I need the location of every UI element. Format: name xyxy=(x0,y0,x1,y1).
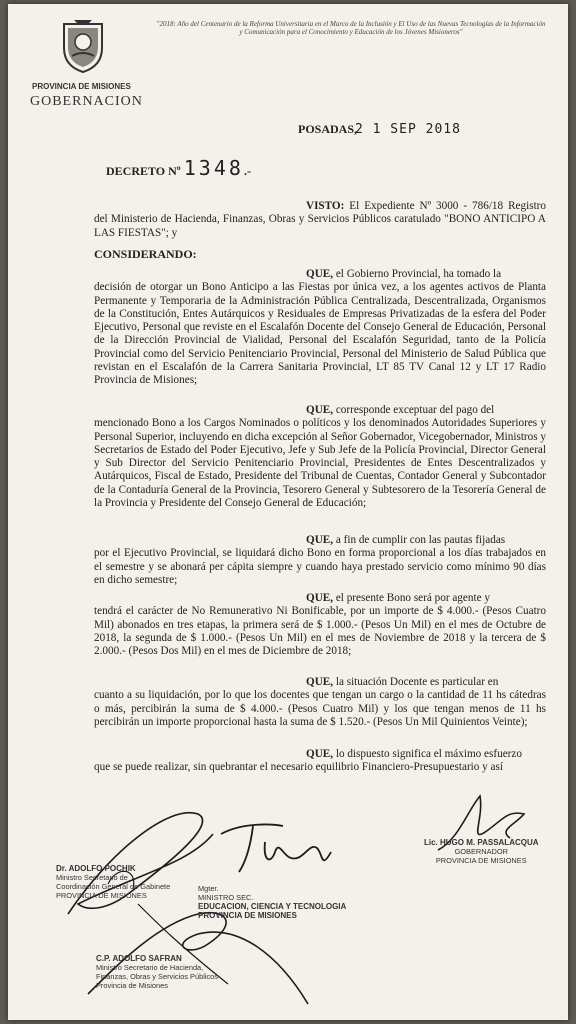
que-paragraph-5: QUE, la situación Docente es particular en cuanto a su liquidación, por lo que los docentes que tengan un cargo o la cantidad de 11 hs cátedras o más, percibirán la suma de $ 4.000.- (Pesos Cuatro Mil) y los que tengan menos de 11 hs percibirán un importe proporcional hasta la suma de $ 1.520.- (Pesos Un Mil Quinientos Veinte); xyxy=(94,676,546,728)
decree-suffix: .- xyxy=(243,164,251,178)
date-stamp: 2 1 SEP 2018 xyxy=(355,122,461,137)
que-paragraph-2: QUE, corresponde exceptuar del pago del mencionado Bono a los Cargos Nominados o políticos y los denominados Autoridades Superiores y Personal Superior, incluyendo en dicha excepción al Señor Gobernador, Vicegobernador, Ministros y Secretarios de Estado del Poder Ejecutivo, Jefe y Sub Jefe de la Policía Provincial, Director General y Sub Director del Servicio Penitenciario Provincial, Presidentes de Entes Descentralizados y Autárquicos, Fiscal de Estado, Presidente del Tribunal de Cuentas, Contador General y Subcontador de la Contaduría General de la Provincia, Tesorero General y Subtesorero de la Tesorería General de la Provincia y Presidente del Consejo General de Educación; xyxy=(94,404,546,510)
year-motto: "2018: Año del Centenario de la Reforma Universitaria en el Marco de la Inclusión y El Uso de las Nuevas Tecnologías de la Información y Comunicación para el Conocimiento y Educación de los Jóvenes Misioneros" xyxy=(156,20,546,36)
paragraph-text: que se puede realizar, sin quebrantar el necesario equilibrio Financiero-Presupuestario y así xyxy=(94,761,503,774)
paragraph-text: por el Ejecutivo Provincial, se liquidará dicho Bono en forma proporcional a los días trabajados en el semestre y se abonará per cápita siempre y cuando haya prestado servicio como mínimo 90 días en dicho semestre; xyxy=(94,547,546,586)
decree-number xyxy=(106,156,251,180)
que-paragraph-1: QUE, el Gobierno Provincial, ha tomado la decisión de otorgar un Bono Anticipo a las Fiestas por única vez, a los agentes activos de Planta Permanente y Temporaria de la Administración Pública Centralizada, Descentralizada, Organismos de la Constitución, Entes Autárquicos y Residuales de Empresas Privatizadas de la esfera del Poder Ejecutivo, Personal que reviste en el Escalafón Docente del Consejo General de Educación, Personal de la Dirección Provincial de Vialidad, Personal del Escalafón Seguridad, tanto de la Policía Provincial como del Servicio Penitenciario Provincial, Personal del Ministerio de Salud Pública que revistan en el Escalafón de la Carrera Sanitaria Provincial, LT 85 TV Canal 12 y LT 17 Radio Provincia de Misiones; xyxy=(94,268,546,387)
province-name: PROVINCIA DE MISIONES xyxy=(32,82,131,91)
visto-text: El Expediente Nº 3000 - 786/18 Registro del Ministerio de Hacienda, Finanzas, Obras y Servicios Públicos caratulado "BONO ANTICIPO A LAS FIESTAS"; y xyxy=(94,200,546,239)
signature-block-education: Mgter. MINISTRO SEC. EDUCACION, CIENCIA Y TECNOLOGIA PROVINCIA DE MISIONES xyxy=(198,884,347,920)
decree-date xyxy=(298,122,461,137)
coat-of-arms-icon xyxy=(60,18,106,74)
decree-page xyxy=(8,4,568,1020)
signature-block-governor: Lic. HUGO M. PASSALACQUA GOBERNADOR PROVINCIA DE MISIONES xyxy=(424,838,539,865)
que-paragraph-6: QUE, lo dispuesto significa el máximo esfuerzo que se puede realizar, sin quebrantar el necesario equilibrio Financiero-Presupuestario y así xyxy=(94,748,522,774)
paragraph-text: mencionado Bono a los Cargos Nominados o políticos y los denominados Autoridades Superiores y Personal Superior, incluyendo en dicha excepción al Señor Gobernador, Vicegobernador, Ministros y Secretarios de Estado del Poder Ejecutivo, Jefe y Sub Jefe de la Policía Provincial, Director General y Sub Director del Servicio Penitenciario Provincial, Presidentes de Entes Descentralizados y Autárquicos, Fiscal de Estado, Presidente del Tribunal de Cuentas, Contador General y Subcontador de la Contaduría General de la Provincia, Tesorero General y Subtesorero de la Tesorería General de la Provincia y Presidente del Consejo General de Educación; xyxy=(94,417,546,510)
decree-label: DECRETO Nº xyxy=(106,164,181,178)
office-name: GOBERNACION xyxy=(30,94,143,109)
visto-paragraph xyxy=(94,200,546,240)
que-paragraph-4: QUE, el presente Bono será por agente y tendrá el carácter de No Remunerativo Ni Bonificable, por un importe de $ 4.000.- (Pesos Cuatro Mil) abonados en tres etapas, la primera será de $ 1.000.- (Pesos Un Mil) en el mes de Octubre de 2018, la segunda de $ 1.000.- (Pesos Un Mil) en el mes de Noviembre de 2018 y la tercera de $ 2.000.- (Pesos Dos Mil) en el mes de Diciembre de 2018; xyxy=(94,592,546,658)
paragraph-text: tendrá el carácter de No Remunerativo Ni Bonificable, por un importe de $ 4.000.- (Pesos Cuatro Mil) abonados en tres etapas, la primera será de $ 1.000.- (Pesos Un Mil) en el mes de Octubre de 2018, la segunda de $ 1.000.- (Pesos Un Mil) en el mes de Noviembre de 2018 y la tercera de $ 2.000.- (Pesos Dos Mil) en el mes de Diciembre de 2018; xyxy=(94,605,546,658)
date-label: POSADAS, xyxy=(298,122,358,136)
signature-block-pochik: Dr. ADOLFO POCHIK Ministro Secretario de Coordinación General de Gabinete PROVINCIA DE MISIONES xyxy=(56,864,171,900)
decree-number-value: 1348 xyxy=(183,156,244,180)
signature-minister-education-icon xyxy=(213,812,343,882)
visto-lead: VISTO: xyxy=(306,200,345,212)
considerando-heading: CONSIDERANDO: xyxy=(94,247,197,261)
paragraph-text: cuanto a su liquidación, por lo que los docentes que tengan un cargo o la cantidad de 11 hs cátedras o más, percibirán la suma de $ 4.000.- (Pesos Cuatro Mil) y los que tengan menos de 11 hs percibirán un importe proporcional hasta la suma de $ 1.520.- (Pesos Un Mil Quinientos Veinte); xyxy=(94,689,546,728)
paragraph-text: decisión de otorgar un Bono Anticipo a las Fiestas por única vez, a los agentes activos de Planta Permanente y Temporaria de la Administración Pública Centralizada, Descentralizada, Organismos de la Constitución, Entes Autárquicos y Residuales de Empresas Privatizadas de la esfera del Poder Ejecutivo, Personal que reviste en el Escalafón Docente del Consejo General de Educación, Personal de la Dirección Provincial de Vialidad, Personal del Escalafón Seguridad, tanto de la Policía Provincial como del Servicio Penitenciario Provincial, Personal del Ministerio de Salud Pública que revistan en el Escalafón de la Carrera Sanitaria Provincial, LT 85 TV Canal 12 y LT 17 Radio Provincia de Misiones; xyxy=(94,281,546,387)
signature-block-safran: C.P. ADOLFO SAFRAN Ministro Secretario de Hacienda, Finanzas, Obras y Servicios Públicos Provincia de Misiones xyxy=(96,954,218,990)
que-paragraph-3: QUE, a fin de cumplir con las pautas fijadas por el Ejecutivo Provincial, se liquidará dicho Bono en forma proporcional a los días trabajados en el semestre y se abonará per cápita siempre y cuando haya prestado servicio como mínimo 90 días en dicho semestre; xyxy=(94,534,546,586)
